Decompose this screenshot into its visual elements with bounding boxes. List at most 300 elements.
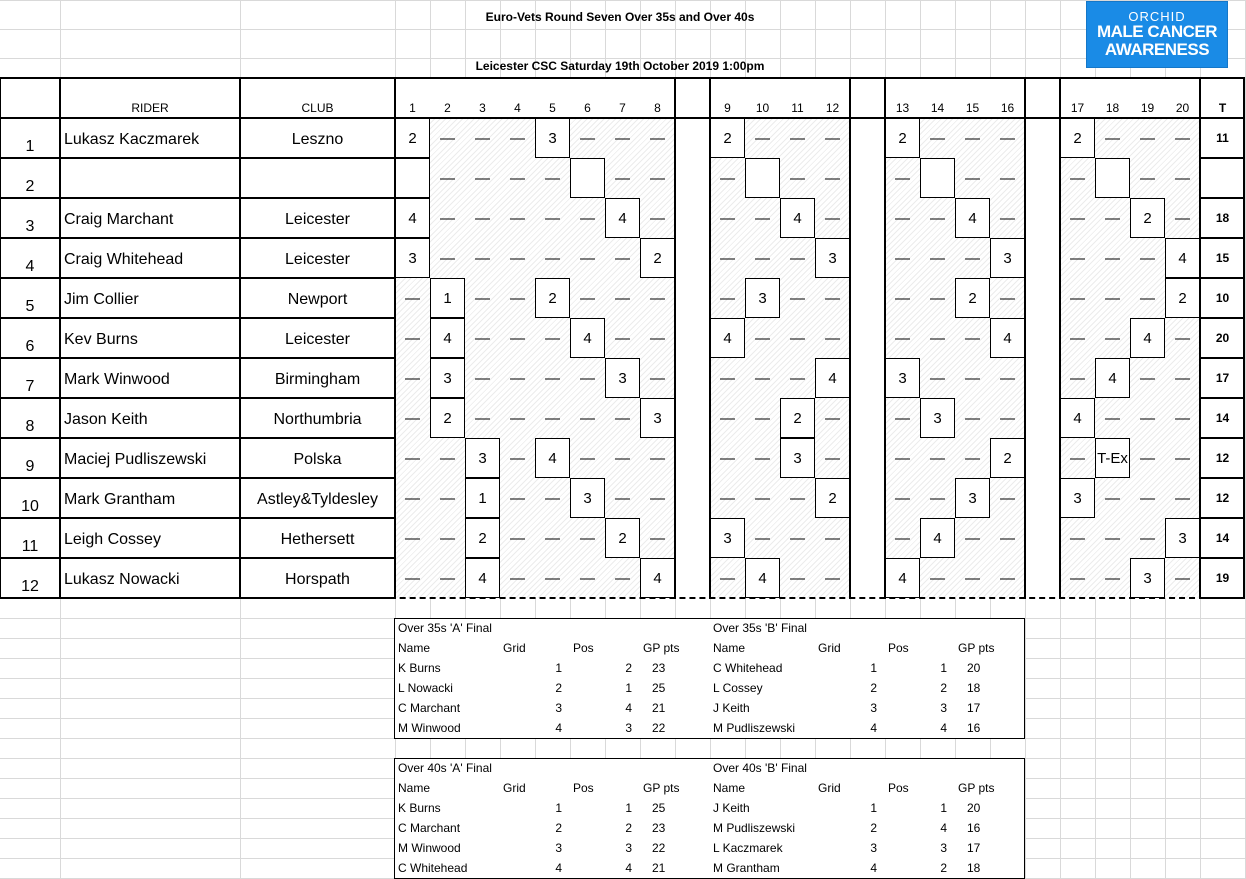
heat-score-cell[interactable]: —	[1175, 369, 1190, 387]
heat-score-cell[interactable]: —	[650, 329, 665, 347]
heat-score-cell[interactable]: 2	[885, 118, 920, 158]
heat-score-cell[interactable]: 4	[395, 198, 430, 238]
heat-score-cell[interactable]: —	[510, 569, 525, 587]
heat-score-cell[interactable]: 2	[990, 438, 1025, 478]
heat-score-cell[interactable]: —	[930, 249, 945, 267]
heat-score-cell[interactable]: —	[650, 129, 665, 147]
heat-score-cell[interactable]: —	[1140, 489, 1155, 507]
heat-score-cell[interactable]: —	[1000, 529, 1015, 547]
heat-score-cell[interactable]: —	[405, 409, 420, 427]
heat-score-cell[interactable]: —	[405, 369, 420, 387]
heat-score-cell[interactable]: 2	[815, 478, 850, 518]
heat-score-cell[interactable]: —	[720, 369, 735, 387]
rider-club[interactable]: Northumbria	[273, 411, 362, 428]
heat-score-cell[interactable]: —	[580, 289, 595, 307]
heat-score-cell[interactable]: —	[965, 329, 980, 347]
heat-score-cell[interactable]: 4	[535, 438, 570, 478]
table-border-horizontal	[1200, 357, 1245, 359]
heat-score-cell[interactable]: 3	[395, 238, 430, 278]
heat-score-cell[interactable]: —	[615, 409, 630, 427]
heat-score-cell[interactable]: —	[405, 449, 420, 467]
rider-club[interactable]: Newport	[287, 291, 348, 308]
heat-score-cell[interactable]: —	[965, 249, 980, 267]
heat-score-cell[interactable]: —	[1105, 569, 1120, 587]
rider-total: 14	[1215, 411, 1230, 425]
heat-score-cell[interactable]: 3	[990, 238, 1025, 278]
heat-score-cell[interactable]: 4	[990, 318, 1025, 358]
heat-score-cell[interactable]: —	[720, 569, 735, 587]
heat-score-cell[interactable]: —	[790, 289, 805, 307]
heat-score-cell[interactable]	[395, 158, 430, 198]
heat-score-cell[interactable]: 4	[955, 198, 990, 238]
heat-score-cell[interactable]: —	[1070, 529, 1085, 547]
heat-score-cell[interactable]: —	[755, 489, 770, 507]
heat-score-cell[interactable]: —	[755, 529, 770, 547]
rider-club[interactable]: Birmingham	[274, 371, 361, 388]
table-border-horizontal	[1200, 157, 1245, 159]
heat-score-cell[interactable]: —	[580, 249, 595, 267]
final-column-header: GP pts	[643, 641, 680, 655]
heat-score-cell[interactable]: —	[930, 209, 945, 227]
rider-name[interactable]: Craig Whitehead	[64, 251, 184, 268]
heat-score-cell[interactable]: —	[475, 169, 490, 187]
heat-score-cell[interactable]: —	[510, 289, 525, 307]
heat-score-cell[interactable]: —	[440, 489, 455, 507]
heat-score-cell[interactable]: —	[930, 569, 945, 587]
heat-score-cell[interactable]: —	[615, 489, 630, 507]
heat-score-cell[interactable]: —	[440, 249, 455, 267]
heat-score-cell[interactable]	[920, 158, 955, 198]
heat-score-cell[interactable]: —	[615, 129, 630, 147]
heat-score-cell[interactable]: —	[510, 249, 525, 267]
rider-name[interactable]	[60, 158, 240, 198]
heat-score-cell[interactable]	[1095, 158, 1130, 198]
heat-score-cell[interactable]: —	[510, 329, 525, 347]
heat-score-cell[interactable]: 3	[815, 238, 850, 278]
heat-score-cell[interactable]: —	[825, 209, 840, 227]
heat-score-cell[interactable]: 4	[605, 198, 640, 238]
heat-score-cell[interactable]: 4	[780, 198, 815, 238]
heat-score-cell[interactable]: —	[930, 129, 945, 147]
heat-score-cell[interactable]: —	[510, 529, 525, 547]
heat-score-cell[interactable]: —	[895, 289, 910, 307]
heat-score-cell[interactable]: 2	[605, 518, 640, 558]
heat-score-cell[interactable]: —	[510, 409, 525, 427]
heat-score-cell[interactable]: —	[965, 569, 980, 587]
heat-score-cell[interactable]: —	[930, 449, 945, 467]
table-border-vertical	[884, 78, 886, 599]
heat-score-cell[interactable]: 3	[465, 438, 500, 478]
rider-name[interactable]: Jim Collier	[64, 291, 139, 308]
heat-score-cell[interactable]: —	[1070, 289, 1085, 307]
heat-score-cell[interactable]: —	[1140, 369, 1155, 387]
heat-score-cell[interactable]: —	[475, 289, 490, 307]
heat-score-cell[interactable]: —	[405, 489, 420, 507]
heat-score-cell[interactable]: —	[720, 289, 735, 307]
heat-score-cell[interactable]: —	[650, 489, 665, 507]
heat-score-cell[interactable]: —	[1070, 369, 1085, 387]
heat-score-cell[interactable]: —	[580, 529, 595, 547]
rider-name[interactable]: Lukasz Nowacki	[64, 571, 180, 588]
heat-score-cell[interactable]: —	[440, 169, 455, 187]
heat-score-cell[interactable]	[570, 158, 605, 198]
heat-score-cell[interactable]: —	[545, 369, 560, 387]
heat-score-cell[interactable]: —	[790, 489, 805, 507]
heat-score-cell[interactable]: —	[475, 249, 490, 267]
heat-score-cell[interactable]: —	[755, 249, 770, 267]
heat-score-cell[interactable]: —	[790, 569, 805, 587]
heat-score-cell[interactable]: —	[1175, 209, 1190, 227]
table-border-horizontal	[1200, 197, 1245, 199]
rider-club[interactable]: Leicester	[285, 331, 350, 348]
table-border-horizontal	[0, 237, 395, 239]
heat-score-cell[interactable]: —	[545, 489, 560, 507]
heat-score-cell[interactable]: 2	[465, 518, 500, 558]
heat-score-cell[interactable]: —	[615, 329, 630, 347]
heat-score-cell[interactable]: 2	[1130, 198, 1165, 238]
heat-score-cell[interactable]: —	[650, 529, 665, 547]
rider-name[interactable]: Leigh Cossey	[64, 531, 161, 548]
heat-score-cell[interactable]: —	[720, 409, 735, 427]
heat-score-cell[interactable]: 3	[745, 278, 780, 318]
final-rider-name: M Pudliszewski	[713, 821, 796, 835]
heat-score-cell[interactable]: —	[965, 449, 980, 467]
heat-score-cell[interactable]: —	[1000, 569, 1015, 587]
rider-number: 12	[21, 578, 39, 595]
rider-number: 7	[25, 378, 35, 395]
heat-score-cell[interactable]: —	[1175, 129, 1190, 147]
heat-score-cell[interactable]: —	[790, 329, 805, 347]
heat-score-cell[interactable]: 3	[640, 398, 675, 438]
heat-score-cell[interactable]: —	[475, 129, 490, 147]
heat-score-cell[interactable]: 2	[395, 118, 430, 158]
heat-score-cell[interactable]	[745, 158, 780, 198]
final-rider-name: K Burns	[398, 661, 441, 675]
heat-score-cell[interactable]: 4	[570, 318, 605, 358]
heat-score-cell[interactable]: —	[755, 209, 770, 227]
heat-score-cell[interactable]: 2	[780, 398, 815, 438]
heat-score-cell[interactable]: 4	[1060, 398, 1095, 438]
heat-score-cell[interactable]: —	[825, 569, 840, 587]
final-value: 16	[967, 721, 981, 735]
heat-score-cell[interactable]: 4	[745, 558, 780, 598]
heat-score-cell[interactable]: —	[545, 249, 560, 267]
heat-score-cell[interactable]: —	[475, 409, 490, 427]
heat-score-cell[interactable]: —	[825, 129, 840, 147]
table-border-bottom	[0, 597, 395, 599]
heat-score-cell[interactable]: —	[1070, 209, 1085, 227]
heat-score-cell[interactable]: —	[510, 449, 525, 467]
heat-score-cell[interactable]: 4	[1130, 318, 1165, 358]
heat-score-cell[interactable]: —	[1000, 129, 1015, 147]
heat-score-cell[interactable]: —	[1105, 129, 1120, 147]
heat-score-cell[interactable]: —	[615, 449, 630, 467]
header-heat-7: 7	[619, 101, 626, 115]
heat-score-cell[interactable]: —	[895, 489, 910, 507]
heat-score-cell[interactable]: 2	[1060, 118, 1095, 158]
heat-score-cell[interactable]: —	[545, 529, 560, 547]
heat-score-cell[interactable]: —	[650, 289, 665, 307]
heat-score-cell[interactable]: 4	[815, 358, 850, 398]
rider-name[interactable]: Kev Burns	[64, 331, 138, 348]
heat-score-cell[interactable]: —	[720, 489, 735, 507]
heat-score-cell[interactable]: —	[405, 569, 420, 587]
heat-score-cell[interactable]: —	[720, 169, 735, 187]
heat-score-cell[interactable]: —	[895, 529, 910, 547]
heat-score-cell[interactable]: —	[510, 369, 525, 387]
header-heat-1: 1	[409, 101, 416, 115]
heat-score-cell[interactable]: —	[475, 369, 490, 387]
heat-score-cell[interactable]: —	[1175, 409, 1190, 427]
heat-score-cell[interactable]: —	[1105, 489, 1120, 507]
heat-score-cell[interactable]: —	[510, 489, 525, 507]
heat-score-cell[interactable]: —	[580, 209, 595, 227]
heat-score-cell[interactable]: —	[720, 249, 735, 267]
table-border-vertical	[1059, 78, 1061, 599]
heat-score-cell[interactable]: 2	[1165, 278, 1200, 318]
heat-score-cell[interactable]: 4	[1165, 238, 1200, 278]
header-heat-15: 15	[965, 101, 980, 115]
final-title: Over 35s 'B' Final	[713, 621, 807, 635]
heat-score-cell[interactable]: —	[580, 409, 595, 427]
final-column-header: Pos	[888, 781, 909, 795]
heat-score-cell[interactable]: —	[1140, 289, 1155, 307]
heat-score-cell[interactable]: —	[615, 169, 630, 187]
heat-score-cell[interactable]: —	[825, 409, 840, 427]
heat-score-cell[interactable]: —	[1140, 409, 1155, 427]
heat-score-cell[interactable]: 3	[605, 358, 640, 398]
heat-score-cell[interactable]: —	[755, 369, 770, 387]
final-rider-name: C Whitehead	[398, 861, 468, 875]
heat-score-cell[interactable]: —	[580, 369, 595, 387]
heat-score-cell[interactable]: —	[1070, 569, 1085, 587]
final-value: 2	[625, 661, 632, 675]
heat-score-cell[interactable]: —	[1175, 569, 1190, 587]
heat-score-cell[interactable]: —	[545, 329, 560, 347]
heat-score-cell[interactable]: —	[545, 569, 560, 587]
heat-score-cell[interactable]: —	[1105, 249, 1120, 267]
final-title: Over 40s 'B' Final	[713, 761, 807, 775]
heat-score-cell[interactable]: 3	[1060, 478, 1095, 518]
heat-score-cell[interactable]: —	[440, 569, 455, 587]
heat-score-cell[interactable]: —	[1070, 249, 1085, 267]
heat-score-cell[interactable]: —	[1140, 169, 1155, 187]
heat-score-cell[interactable]: —	[1000, 369, 1015, 387]
heat-score-cell[interactable]: —	[930, 489, 945, 507]
heat-score-cell[interactable]: —	[1140, 249, 1155, 267]
heat-score-cell[interactable]: —	[545, 209, 560, 227]
heat-score-cell[interactable]: —	[790, 249, 805, 267]
rider-club[interactable]: Hethersett	[280, 531, 355, 548]
heat-score-cell[interactable]: —	[1000, 209, 1015, 227]
heat-score-cell[interactable]: —	[1000, 489, 1015, 507]
sheet-subtitle: Leicester CSC Saturday 19th October 2019 1:00pm	[475, 59, 765, 73]
final-value: 4	[625, 861, 632, 875]
heat-score-cell[interactable]: 3	[430, 358, 465, 398]
rider-club[interactable]	[240, 158, 395, 198]
heat-score-cell[interactable]: 4	[465, 558, 500, 598]
heat-score-cell[interactable]: —	[580, 449, 595, 467]
heat-score-cell[interactable]: —	[1070, 449, 1085, 467]
table-border-horizontal	[1200, 477, 1245, 479]
heat-score-cell[interactable]: —	[475, 329, 490, 347]
heat-score-cell[interactable]: 3	[570, 478, 605, 518]
heat-score-cell[interactable]: —	[1000, 169, 1015, 187]
heat-score-cell[interactable]: —	[790, 169, 805, 187]
heat-score-cell[interactable]: 2	[640, 238, 675, 278]
heat-score-cell[interactable]: —	[1000, 289, 1015, 307]
heat-score-cell[interactable]: —	[440, 529, 455, 547]
heat-score-cell[interactable]: —	[1140, 529, 1155, 547]
heat-score-cell[interactable]: —	[1105, 329, 1120, 347]
heat-score-cell[interactable]: 4	[640, 558, 675, 598]
final-value: 4	[870, 721, 877, 735]
heat-score-cell[interactable]: —	[545, 169, 560, 187]
heat-score-cell[interactable]: —	[790, 529, 805, 547]
heat-score-cell[interactable]: T-Ex	[1095, 438, 1130, 478]
heat-score-cell[interactable]: —	[790, 129, 805, 147]
heat-score-cell[interactable]: —	[1140, 129, 1155, 147]
heat-score-cell[interactable]: —	[1000, 409, 1015, 427]
heat-score-cell[interactable]: —	[580, 129, 595, 147]
rider-total: 15	[1215, 251, 1230, 265]
heat-score-cell[interactable]: —	[930, 289, 945, 307]
heat-score-cell[interactable]: 4	[885, 558, 920, 598]
heat-score-cell[interactable]: —	[755, 329, 770, 347]
heat-score-cell[interactable]: —	[720, 209, 735, 227]
heat-score-cell[interactable]: —	[650, 449, 665, 467]
rider-club[interactable]: Leszno	[291, 131, 344, 148]
rider-club[interactable]: Leicester	[285, 251, 350, 268]
rider-name[interactable]: Lukasz Kaczmarek	[64, 131, 200, 148]
heat-score-cell[interactable]: 3	[535, 118, 570, 158]
heat-score-cell[interactable]: 2	[430, 398, 465, 438]
heat-score-cell[interactable]: —	[930, 369, 945, 387]
heat-score-cell[interactable]: —	[1175, 489, 1190, 507]
heat-score-cell[interactable]: —	[825, 449, 840, 467]
heat-score-cell[interactable]: —	[650, 369, 665, 387]
heat-score-cell[interactable]: —	[965, 169, 980, 187]
heat-score-cell[interactable]: —	[440, 449, 455, 467]
heat-score-cell[interactable]: —	[895, 449, 910, 467]
heat-score-cell[interactable]: —	[1175, 449, 1190, 467]
heat-score-cell[interactable]: 2	[955, 278, 990, 318]
heat-score-cell[interactable]: —	[1105, 529, 1120, 547]
rider-club[interactable]: Polska	[293, 451, 342, 468]
table-border-horizontal	[0, 477, 395, 479]
heat-score-cell[interactable]: —	[965, 529, 980, 547]
heat-score-cell[interactable]: 4	[920, 518, 955, 558]
heat-score-cell[interactable]: 3	[780, 438, 815, 478]
heat-score-cell[interactable]: —	[650, 209, 665, 227]
rider-number: 1	[25, 138, 35, 155]
header-heat-19: 19	[1140, 101, 1155, 115]
heat-score-cell[interactable]: —	[510, 129, 525, 147]
rider-club[interactable]: Leicester	[285, 211, 350, 228]
rider-name[interactable]: Maciej Pudliszewski	[64, 451, 207, 468]
heat-score-cell[interactable]: 3	[1165, 518, 1200, 558]
heat-score-cell[interactable]: —	[405, 289, 420, 307]
heat-score-cell[interactable]: 3	[885, 358, 920, 398]
final-rider-name: M Winwood	[398, 841, 461, 855]
rider-name[interactable]: Craig Marchant	[64, 211, 174, 228]
heat-score-cell[interactable]: —	[615, 249, 630, 267]
heat-score-cell[interactable]: —	[615, 289, 630, 307]
heat-score-cell[interactable]: —	[895, 209, 910, 227]
table-border-horizontal	[0, 517, 395, 519]
heat-score-cell[interactable]: —	[825, 529, 840, 547]
heat-score-cell[interactable]: 3	[710, 518, 745, 558]
heat-score-cell[interactable]: 4	[430, 318, 465, 358]
heat-score-cell[interactable]: —	[1175, 169, 1190, 187]
heat-score-cell[interactable]: —	[790, 369, 805, 387]
heat-score-cell[interactable]: —	[720, 449, 735, 467]
heat-score-cell[interactable]: —	[1070, 169, 1085, 187]
heat-score-cell[interactable]: —	[965, 129, 980, 147]
heat-score-cell[interactable]: 3	[955, 478, 990, 518]
heat-score-cell[interactable]: —	[895, 169, 910, 187]
rider-name[interactable]: Jason Keith	[64, 411, 148, 428]
heat-score-cell[interactable]: —	[755, 409, 770, 427]
heat-score-cell[interactable]: —	[755, 449, 770, 467]
rider-name[interactable]: Mark Winwood	[64, 371, 170, 388]
heat-score-cell[interactable]: 2	[710, 118, 745, 158]
heat-score-cell[interactable]: —	[825, 329, 840, 347]
rider-club[interactable]: Astley&Tyldesley	[257, 491, 378, 508]
final-column-header: Grid	[818, 641, 841, 655]
heat-score-cell[interactable]: —	[510, 169, 525, 187]
heat-score-cell[interactable]: —	[1105, 209, 1120, 227]
heat-score-cell[interactable]: —	[440, 209, 455, 227]
final-value: 3	[940, 701, 947, 715]
heat-score-cell[interactable]: —	[755, 129, 770, 147]
rider-number: 5	[25, 298, 35, 315]
heat-score-cell[interactable]: —	[895, 329, 910, 347]
rider-name[interactable]: Mark Grantham	[64, 491, 176, 508]
heat-score-cell[interactable]: —	[895, 249, 910, 267]
heat-score-cell[interactable]: —	[475, 209, 490, 227]
heat-score-cell[interactable]: —	[650, 169, 665, 187]
heat-score-cell[interactable]: —	[930, 329, 945, 347]
heat-score-cell[interactable]: —	[965, 369, 980, 387]
heat-score-cell[interactable]: 1	[430, 278, 465, 318]
heat-score-cell[interactable]: —	[1140, 449, 1155, 467]
heat-score-cell[interactable]: —	[965, 409, 980, 427]
heat-score-cell[interactable]: 1	[465, 478, 500, 518]
heat-score-cell[interactable]: —	[510, 209, 525, 227]
final-value: 20	[967, 801, 981, 815]
heat-score-cell[interactable]: —	[1070, 329, 1085, 347]
heat-score-cell[interactable]: 3	[920, 398, 955, 438]
heat-score-cell[interactable]: —	[825, 169, 840, 187]
heat-score-cell[interactable]: —	[580, 569, 595, 587]
heat-score-cell[interactable]: —	[895, 409, 910, 427]
heat-score-cell[interactable]: —	[545, 409, 560, 427]
rider-club[interactable]: Horspath	[285, 571, 350, 588]
heat-score-cell[interactable]: 3	[1130, 558, 1165, 598]
heat-score-cell[interactable]: —	[825, 289, 840, 307]
heat-score-cell[interactable]: 4	[1095, 358, 1130, 398]
heat-score-cell[interactable]: —	[615, 569, 630, 587]
heat-score-cell[interactable]: —	[1105, 289, 1120, 307]
heat-score-cell[interactable]: —	[405, 529, 420, 547]
heat-score-cell[interactable]: 2	[535, 278, 570, 318]
heat-score-cell[interactable]: —	[1175, 329, 1190, 347]
heat-score-cell[interactable]: —	[405, 329, 420, 347]
heat-score-cell[interactable]: —	[1105, 409, 1120, 427]
heat-score-cell[interactable]: —	[440, 129, 455, 147]
heat-score-cell[interactable]: 4	[710, 318, 745, 358]
